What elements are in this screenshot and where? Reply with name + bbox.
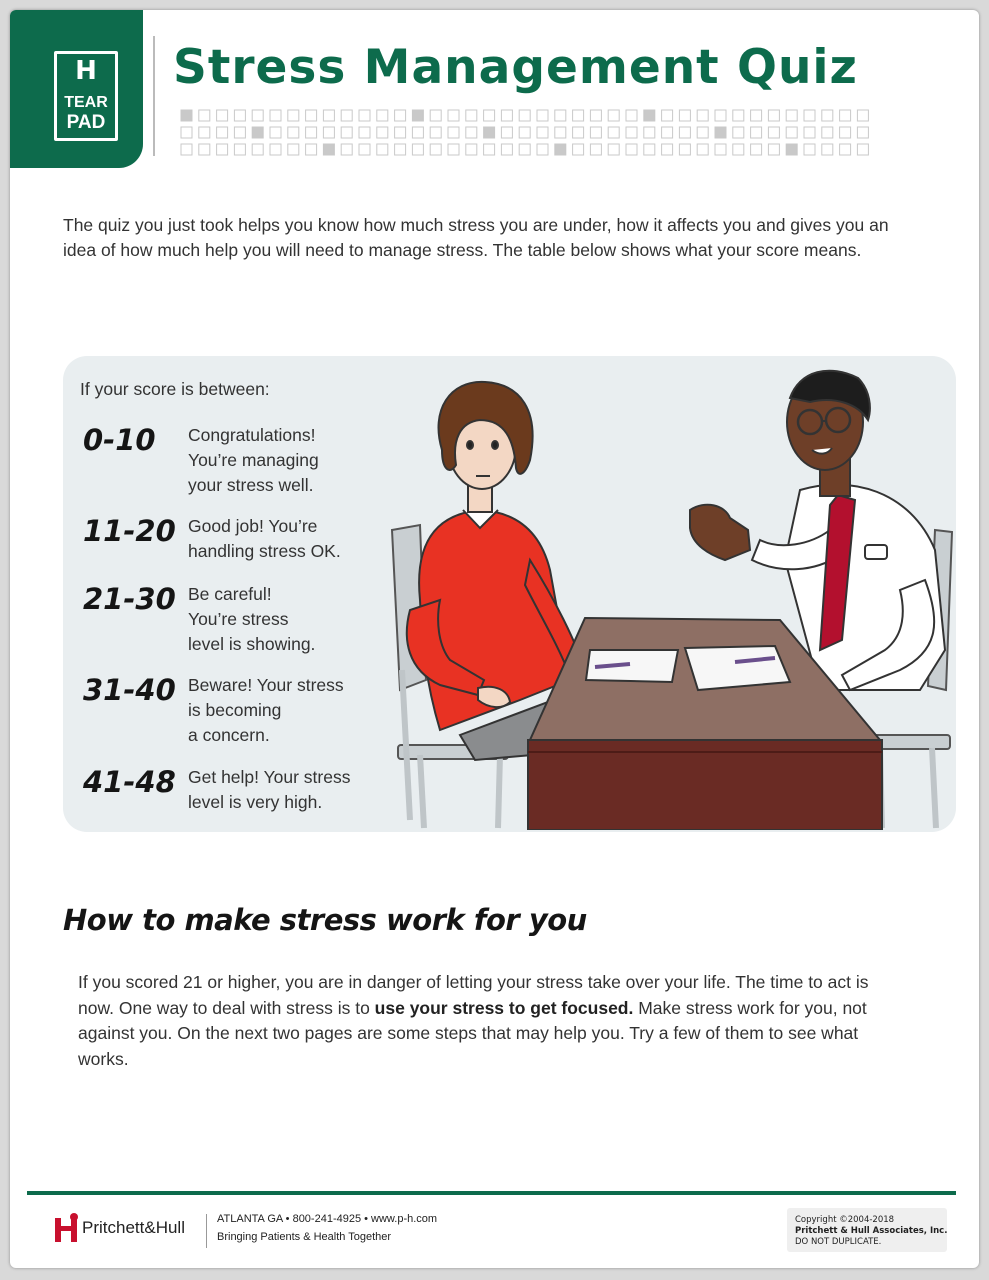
decorative-square (323, 110, 334, 121)
decorative-square (590, 144, 601, 155)
score-description (188, 673, 388, 748)
decorative-square (733, 127, 744, 138)
decorative-square (662, 144, 673, 155)
decorative-square (840, 144, 851, 155)
decorative-square (786, 110, 797, 121)
decorative-square (662, 127, 673, 138)
decorative-square (466, 110, 477, 121)
decorative-square (697, 144, 708, 155)
decorative-square (822, 110, 833, 121)
score-description-line: You’re stress (188, 609, 289, 629)
decorative-square (733, 144, 744, 155)
decorative-square (751, 127, 762, 138)
score-range: 31-40 (83, 673, 176, 707)
decorative-square (359, 127, 370, 138)
decorative-square (555, 127, 566, 138)
score-range: 0-10 (83, 423, 156, 457)
decorative-square (359, 144, 370, 155)
body-text-start: If you scored 21 or higher, you are in danger of letting your stress take over your life. The time to act is now. One way to deal with stress is to (78, 972, 869, 1018)
decorative-square (573, 127, 584, 138)
decorative-square (181, 144, 192, 155)
decorative-square (501, 127, 512, 138)
decorative-square (377, 144, 388, 155)
decorative-square (840, 127, 851, 138)
decorative-square (181, 110, 192, 121)
decorative-square (626, 127, 637, 138)
decorative-square (644, 110, 655, 121)
decorative-square (590, 110, 601, 121)
decorative-square (377, 110, 388, 121)
decorative-square (484, 144, 495, 155)
logo-text-tear: TEAR (64, 94, 108, 111)
decorative-square (804, 110, 815, 121)
decorative-square (840, 110, 851, 121)
decorative-square (306, 110, 317, 121)
decorative-square (306, 144, 317, 155)
score-description-line: Be careful! (188, 584, 272, 604)
decorative-square (323, 127, 334, 138)
decorative-square (537, 144, 548, 155)
decorative-square (519, 127, 530, 138)
decorative-square (573, 110, 584, 121)
decorative-square (822, 127, 833, 138)
decorative-square (519, 144, 530, 155)
decorative-square (306, 127, 317, 138)
copyright-notice: DO NOT DUPLICATE. (795, 1237, 882, 1247)
decorative-square (448, 110, 459, 121)
decorative-square (484, 110, 495, 121)
decorative-square (412, 144, 423, 155)
contact-info: ATLANTA GA • 800-241-4925 • www.p-h.com (217, 1213, 438, 1225)
decorative-square (217, 110, 228, 121)
decorative-square (341, 127, 352, 138)
decorative-square (323, 144, 334, 155)
decorative-square (181, 127, 192, 138)
score-description-line: is becoming (188, 700, 282, 720)
score-description-line: You’re managing (188, 450, 319, 470)
footer-rule (27, 1191, 956, 1195)
decorative-square (448, 144, 459, 155)
decorative-square (715, 144, 726, 155)
decorative-square (804, 127, 815, 138)
decorative-square (573, 144, 584, 155)
decorative-square (234, 110, 245, 121)
decorative-square (359, 110, 370, 121)
section-heading: How to make stress work for you (63, 903, 587, 937)
decorative-square (377, 127, 388, 138)
decorative-square (288, 127, 299, 138)
score-description-line: level is very high. (188, 792, 323, 812)
decorative-square (697, 127, 708, 138)
decorative-square (537, 110, 548, 121)
brand-name: Pritchett&Hull (82, 1218, 185, 1237)
decorative-square (857, 144, 868, 155)
decorative-square (679, 110, 690, 121)
decorative-square (644, 144, 655, 155)
decorative-square (199, 110, 210, 121)
decorative-square (395, 127, 406, 138)
decorative-square (430, 110, 441, 121)
score-description (188, 423, 388, 498)
decorative-square (662, 110, 673, 121)
logo-text-pad: PAD (66, 112, 106, 133)
pritchett-hull-logo-icon (53, 1212, 81, 1244)
score-table-lead: If your score is between: (80, 379, 270, 399)
title-divider (153, 36, 155, 156)
doctor-patient-illustration (380, 350, 960, 830)
decorative-square (199, 144, 210, 155)
decorative-square (288, 110, 299, 121)
decorative-square (466, 127, 477, 138)
decorative-square (270, 127, 281, 138)
decorative-square (804, 144, 815, 155)
decorative-square (679, 144, 690, 155)
decorative-square (590, 127, 601, 138)
score-description-line: level is showing. (188, 634, 316, 654)
decorative-square (519, 110, 530, 121)
logo-mark: H (75, 56, 97, 86)
body-text-end: Make stress work for you, not against you. On the next two pages are some steps that may help you. Try a few of them to see what works. (78, 997, 867, 1069)
intro-paragraph: The quiz you just took helps you know how much stress you are under, how it affects you and gives you an idea of how much help you will need to manage stress. The table below shows what your score means. (63, 215, 889, 260)
decorative-square (715, 127, 726, 138)
decorative-square (768, 127, 779, 138)
decorative-square (786, 127, 797, 138)
decorative-square (466, 144, 477, 155)
decorative-square (288, 144, 299, 155)
decorative-square (341, 110, 352, 121)
footer-divider (206, 1214, 207, 1248)
decorative-square (857, 127, 868, 138)
score-range: 11-20 (83, 514, 176, 548)
decorative-square (608, 127, 619, 138)
score-description-line: handling stress OK. (188, 541, 341, 561)
decorative-square (715, 110, 726, 121)
decorative-square (679, 127, 690, 138)
score-description-line: Beware! Your stress (188, 675, 344, 695)
decorative-square (217, 127, 228, 138)
decorative-square (412, 110, 423, 121)
decorative-square (484, 127, 495, 138)
decorative-square (857, 110, 868, 121)
score-description-line: Good job! You’re (188, 516, 318, 536)
decorative-square (768, 144, 779, 155)
decorative-square (608, 144, 619, 155)
decorative-square (234, 127, 245, 138)
decorative-square (395, 144, 406, 155)
decorative-square (234, 144, 245, 155)
score-range: 21-30 (83, 582, 176, 616)
tear-pad-logo (54, 51, 118, 141)
decorative-square (448, 127, 459, 138)
decorative-square (217, 144, 228, 155)
decorative-square (199, 127, 210, 138)
decorative-square (644, 127, 655, 138)
tear-pad-logo-tab (10, 10, 143, 168)
decorative-square (822, 144, 833, 155)
decorative-square (501, 144, 512, 155)
decorative-square (341, 144, 352, 155)
score-description (188, 514, 388, 564)
section-body (78, 970, 908, 1072)
page (10, 10, 979, 1268)
decorative-square (608, 110, 619, 121)
score-range: 41-48 (83, 765, 176, 799)
decorative-square (252, 144, 263, 155)
decorative-square (626, 144, 637, 155)
decorative-square (270, 110, 281, 121)
decorative-square (697, 110, 708, 121)
decorative-square (430, 144, 441, 155)
decorative-square (252, 110, 263, 121)
copyright-owner: Pritchett & Hull Associates, Inc. (795, 1226, 948, 1236)
tagline: Bringing Patients & Health Together (217, 1231, 392, 1243)
decorative-square (252, 127, 263, 138)
score-description-line: your stress well. (188, 475, 314, 495)
score-description (188, 765, 388, 815)
decorative-square (555, 144, 566, 155)
decorative-square (501, 110, 512, 121)
score-description (188, 582, 388, 657)
decorative-square (626, 110, 637, 121)
decorative-square (751, 110, 762, 121)
decorative-square (430, 127, 441, 138)
score-description-line: a concern. (188, 725, 270, 745)
score-description-line: Congratulations! (188, 425, 316, 445)
decorative-square (733, 110, 744, 121)
decorative-square (412, 127, 423, 138)
decorative-square-grid (180, 109, 880, 159)
decorative-square (395, 110, 406, 121)
body-text-emphasis: use your stress to get focused. (374, 997, 634, 1018)
score-description-line: Get help! Your stress (188, 767, 351, 787)
decorative-square (786, 144, 797, 155)
decorative-square (537, 127, 548, 138)
decorative-square (555, 110, 566, 121)
copyright-line: Copyright ©2004-2018 (795, 1215, 895, 1225)
decorative-square (270, 144, 281, 155)
page-title: Stress Management Quiz (173, 40, 858, 95)
decorative-square (768, 110, 779, 121)
decorative-square (751, 144, 762, 155)
